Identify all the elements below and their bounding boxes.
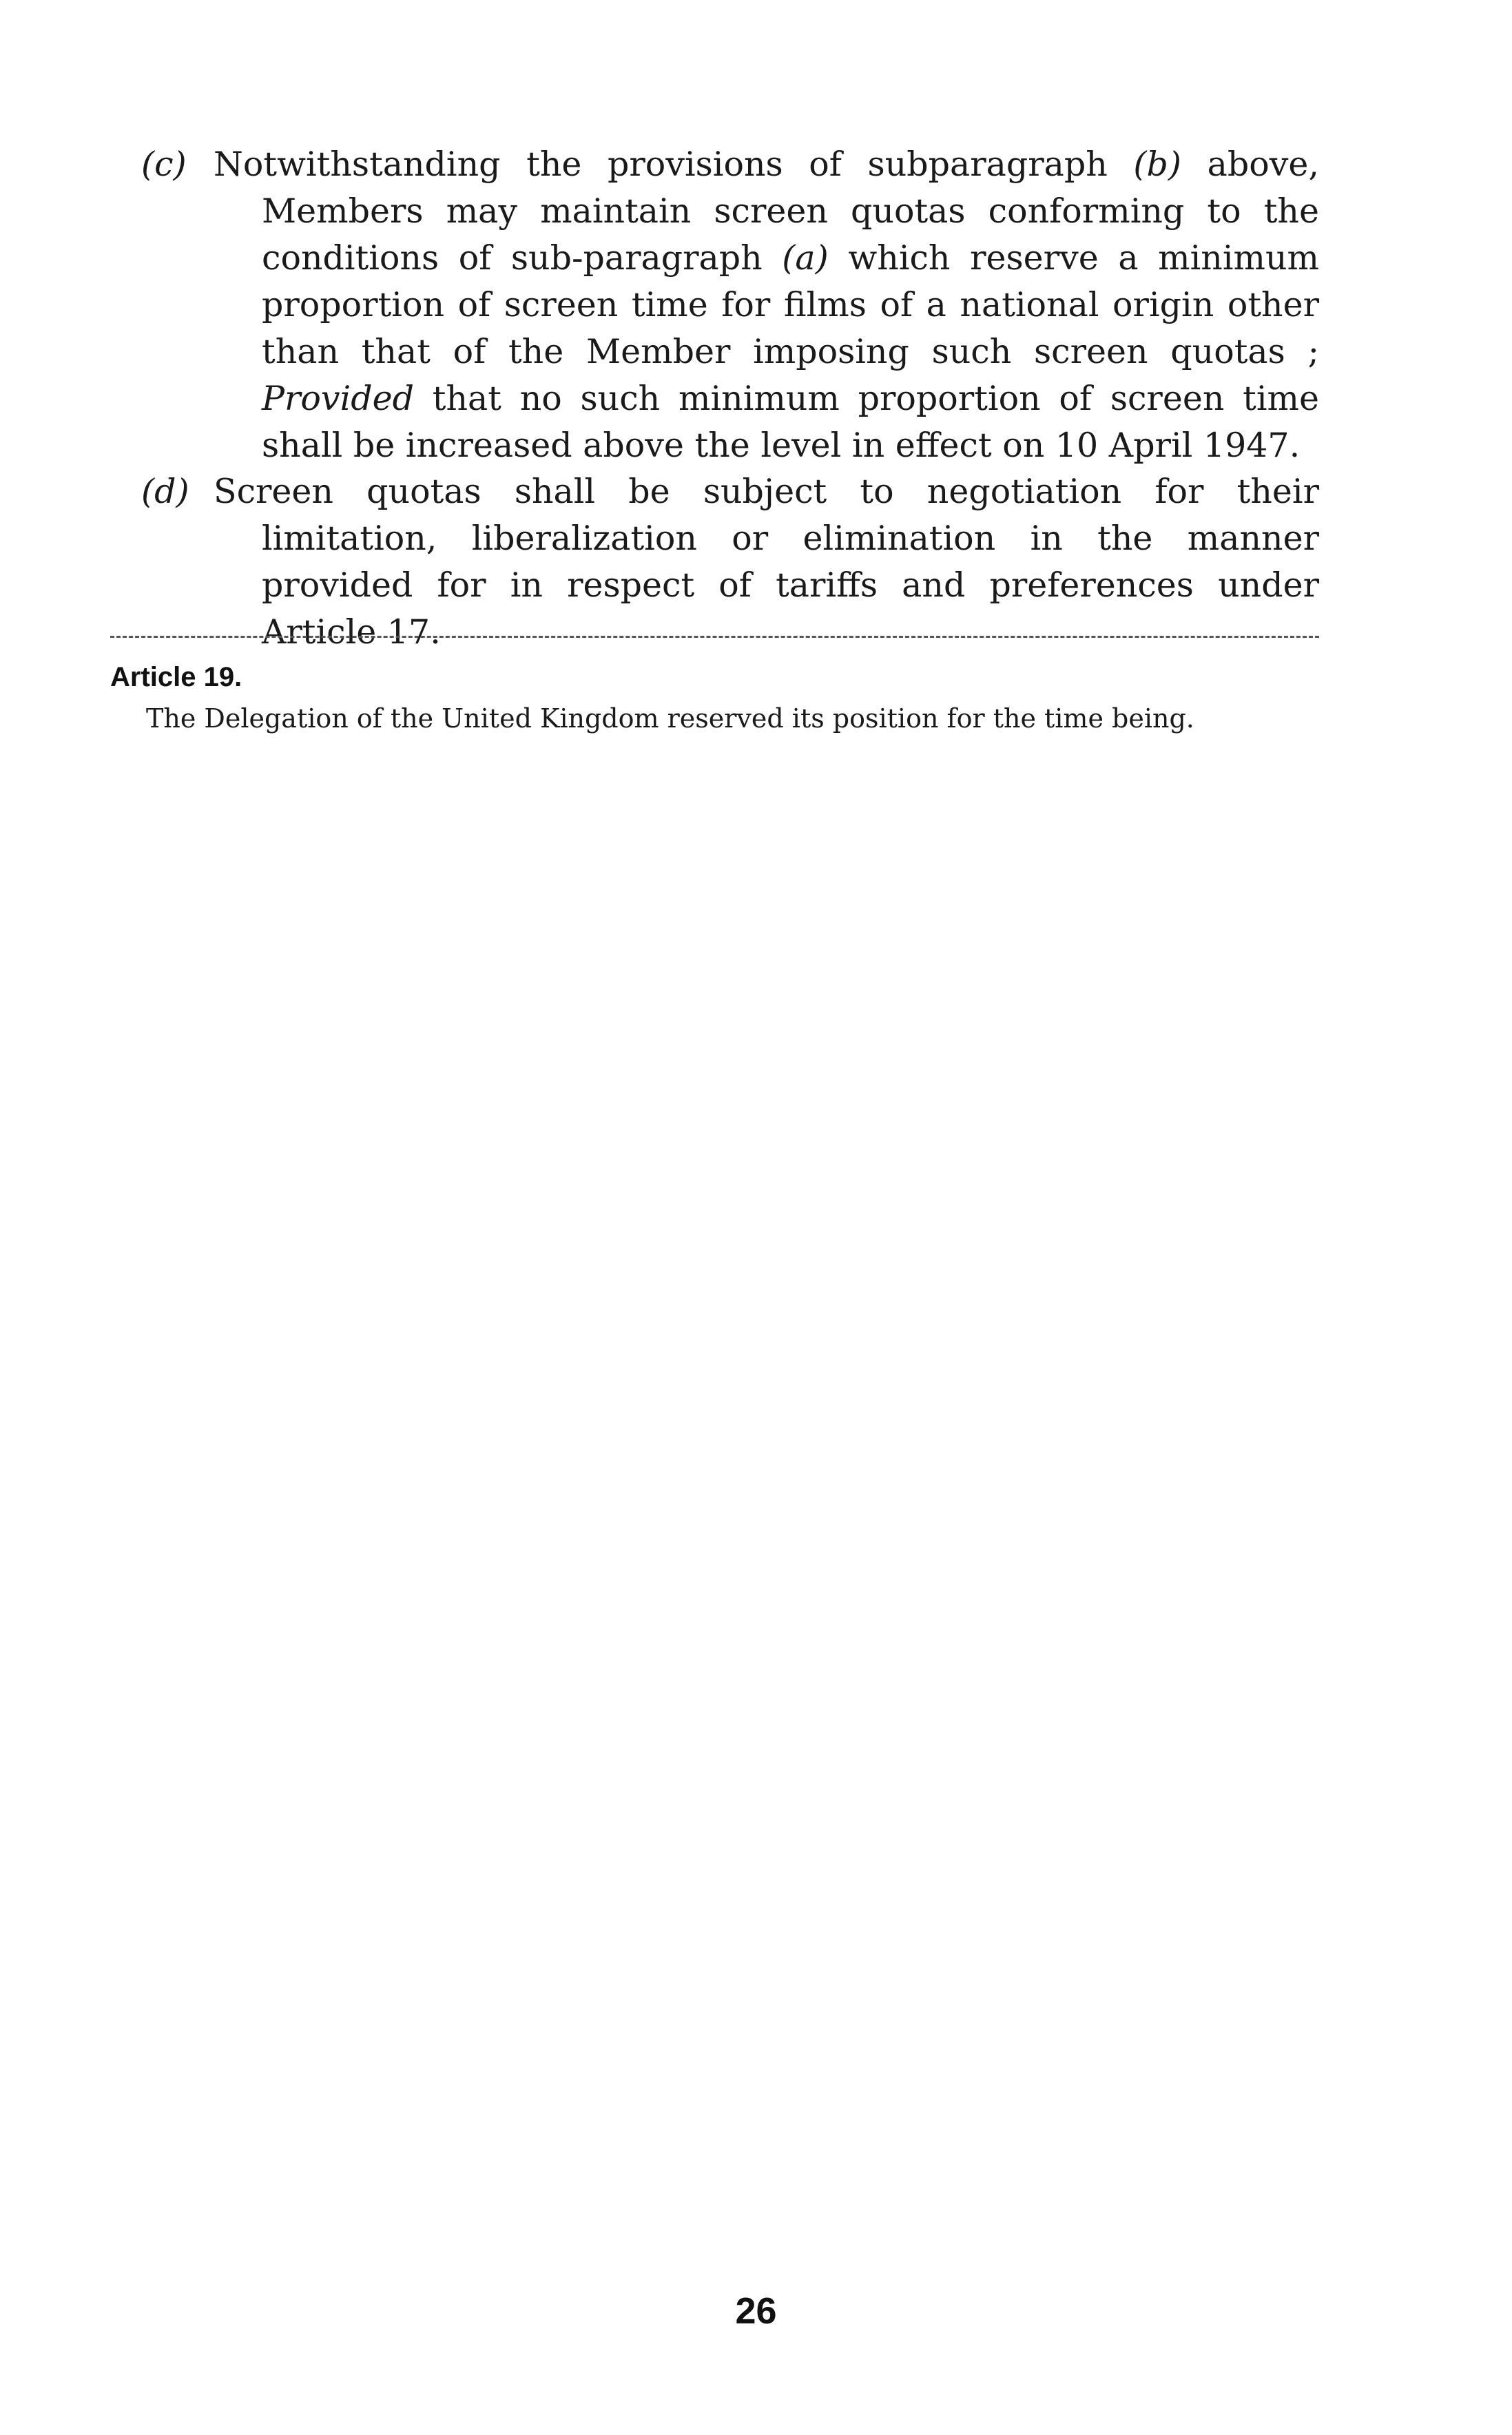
paragraph-d — [141, 468, 1319, 656]
paragraph-c-text-1: Notwithstanding the provisions of subparagraph — [214, 145, 1134, 184]
paragraph-c-ref-b: (b) — [1133, 145, 1182, 184]
section-divider — [110, 636, 1319, 638]
article-note: The Delegation of the United Kingdom reserved its position for the time being. — [146, 703, 1194, 734]
article-heading: Article 19. — [110, 662, 242, 692]
paragraph-c-label: (c) — [141, 145, 187, 184]
paragraph-c-ref-a: (a) — [782, 238, 829, 278]
page-number: 26 — [735, 2290, 777, 2332]
paragraph-c-text-2: above, Members may maintain screen quotas conforming to the conditions of sub-paragraph — [262, 145, 1319, 278]
paragraph-c — [141, 141, 1319, 469]
paragraph-c-text-4: that no such minimum proportion of screen time shall be increased above the level in effect on 10 April 1947. — [262, 379, 1319, 465]
paragraph-c-emphasis-provided: Provided — [262, 379, 414, 418]
paragraph-d-text: Screen quotas shall be subject to negotiation for their limitation, liberalization or elimination in the manner provided for in respect of tariffs and preferences under Article 17. — [214, 472, 1319, 652]
paragraph-c-text-3: which reserve a minimum proportion of screen time for films of a national origin other than that of the Member imposing such screen quotas ; — [262, 238, 1319, 371]
paragraph-d-label: (d) — [141, 472, 189, 511]
